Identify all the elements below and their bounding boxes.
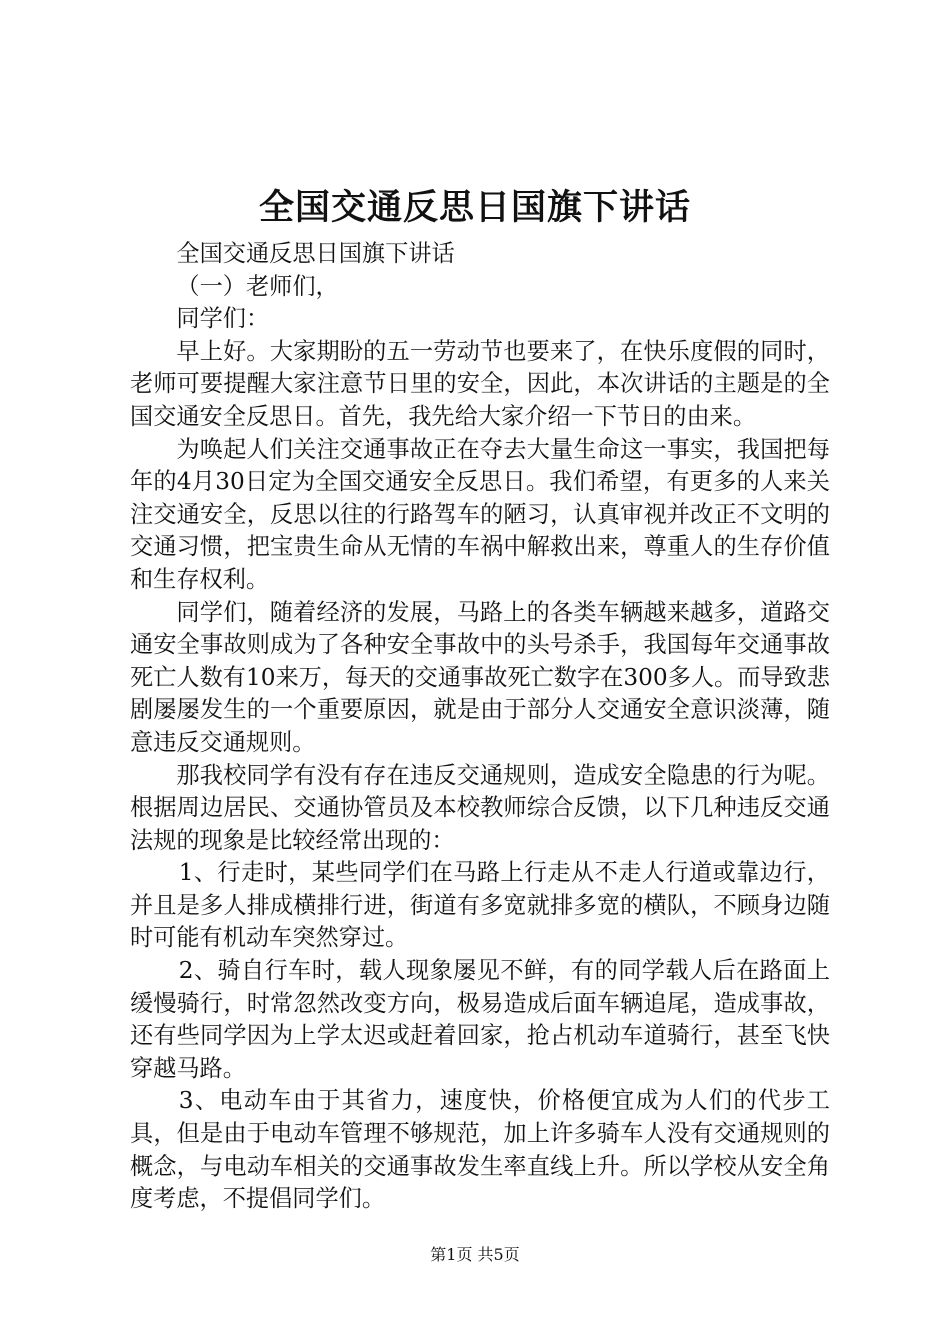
list-item-walking: 1、行走时，某些同学们在马路上行走从不走人行道或靠边行，并且是多人排成横排行进，街道有多宽就排多宽的横队，不顾身边随时可能有机动车突然穿过。 <box>130 859 830 952</box>
paragraph-subtitle: 全国交通反思日国旗下讲话 <box>176 240 455 267</box>
paragraph-statistics: 同学们，随着经济的发展，马路上的各类车辆越来越多，道路交通安全事故则成为了各种安全事故中的头号杀手，我国每年交通事故死亡人数有10来万，每天的交通事故死亡数字在300多人。而导致悲剧屡屡发生的一个重要原因，就是由于部分人交通安全意识淡薄，随意违反交通规则。 <box>130 598 830 756</box>
paragraph-school-issues: 那我校同学有没有存在违反交通规则，造成安全隐患的行为呢。根据周边居民、交通协管员及本校教师综合反馈，以下几种违反交通法规的现象是比较经常出现的： <box>130 761 830 854</box>
paragraph-salutation-students: 同学们： <box>176 305 270 333</box>
list-item-cycling: 2、骑自行车时，载人现象屡见不鲜，有的同学载人后在路面上缓慢骑行，时常忽然改变方向，极易造成后面车辆追尾，造成事故，还有些同学因为上学太迟或赶着回家，抢占机动车道骑行，甚至飞快穿越马路。 <box>130 957 830 1082</box>
paragraph-origin: 为唤起人们关注交通事故正在夺去大量生命这一事实，我国把每年的4月30日定为全国交通安全反思日。我们希望，有更多的人来关注交通安全，反思以往的行路驾车的陋习，认真审视并改正不文明的交通习惯，把宝贵生命从无情的车祸中解救出来，尊重人的生存价值和生存权利。 <box>130 435 830 593</box>
page-title: 全国交通反思日国旗下讲话 <box>258 187 691 228</box>
paragraph-salutation-teachers: （一）老师们， <box>176 272 339 300</box>
page-footer: 第1页 共5页 <box>430 1245 520 1264</box>
document-body <box>130 238 830 1216</box>
list-item-ebike: 3、电动车由于其省力，速度快，价格便宜成为人们的代步工具，但是由于电动车管理不够规范，加上许多骑车人没有交通规则的概念，与电动车相关的交通事故发生率直线上升。所以学校从安全角度考虑，不提倡同学们。 <box>130 1087 830 1213</box>
paragraph-greeting: 早上好。大家期盼的五一劳动节也要来了，在快乐度假的同时，老师可要提醒大家注意节日里的安全，因此，本次讲话的主题是的全国交通安全反思日。首先，我先给大家介绍一下节日的由来。 <box>130 337 830 430</box>
